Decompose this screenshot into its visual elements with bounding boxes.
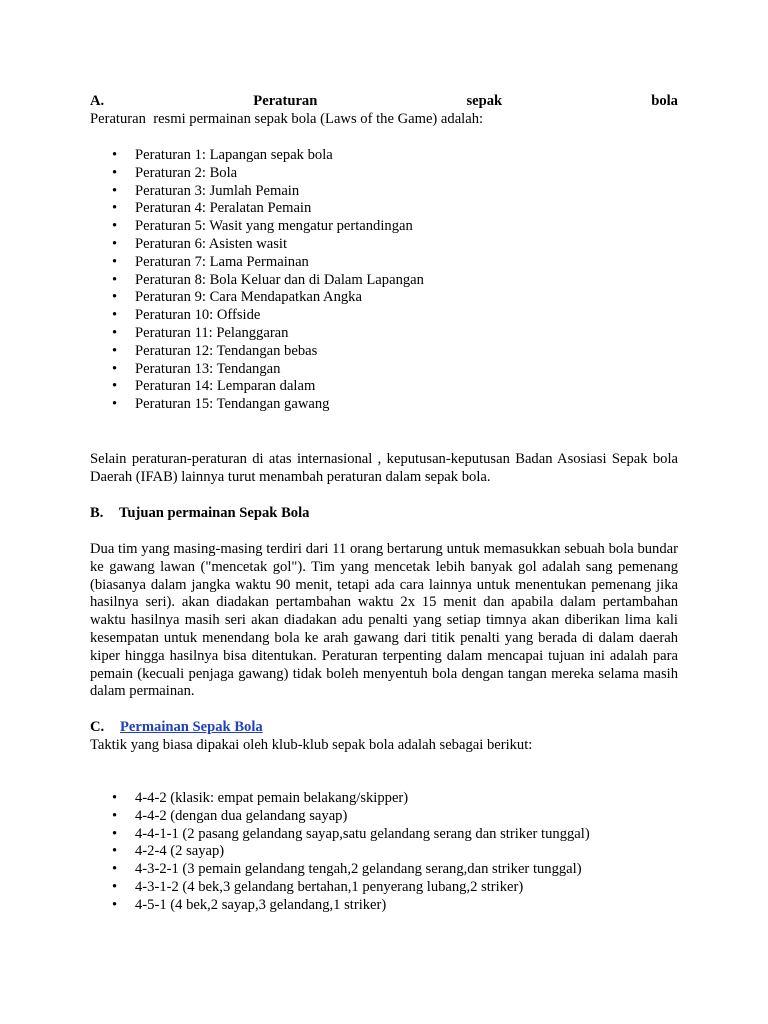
list-item: • Peraturan 3: Jumlah Pemain bbox=[90, 183, 678, 201]
section-a-letter: A. bbox=[90, 93, 105, 109]
formations-list bbox=[90, 790, 678, 915]
list-item: • Peraturan 9: Cara Mendapatkan Angka bbox=[90, 289, 678, 307]
section-b-heading bbox=[90, 505, 678, 523]
section-b-letter: B. bbox=[90, 505, 104, 521]
list-item: • Peraturan 7: Lama Permainan bbox=[90, 254, 678, 272]
list-item: • 4-4-1-1 (2 pasang gelandang sayap,satu gelandang serang dan striker tunggal) bbox=[90, 826, 678, 844]
section-c-heading bbox=[90, 719, 678, 737]
list-item: • 4-3-1-2 (4 bek,3 gelandang bertahan,1 penyerang lubang,2 striker) bbox=[90, 879, 678, 897]
list-item: • Peraturan 11: Pelanggaran bbox=[90, 325, 678, 343]
list-item: • 4-4-2 (klasik: empat pemain belakang/skipper) bbox=[90, 790, 678, 808]
section-c-letter: C. bbox=[90, 719, 105, 735]
list-item: • Peraturan 13: Tendangan bbox=[90, 361, 678, 379]
list-item: • Peraturan 2: Bola bbox=[90, 165, 678, 183]
section-a-intro: Peraturan resmi permainan sepak bola (Laws of the Game) adalah: bbox=[90, 111, 484, 127]
list-item: • Peraturan 1: Lapangan sepak bola bbox=[90, 147, 678, 165]
section-c-intro: Taktik yang biasa dipakai oleh klub-klub sepak bola adalah sebagai berikut: bbox=[90, 737, 533, 753]
list-item: • Peraturan 14: Lemparan dalam bbox=[90, 378, 678, 396]
section-a-note: Selain peraturan-peraturan di atas internasional , keputusan-keputusan Badan Asosiasi Sepak bola Daerah (IFAB) lainnya turut menambah peraturan dalam sepak bola. bbox=[90, 451, 678, 485]
list-item: • Peraturan 8: Bola Keluar dan di Dalam Lapangan bbox=[90, 272, 678, 290]
section-a-heading bbox=[90, 93, 678, 111]
section-a-title-word-1: Peraturan bbox=[253, 93, 318, 109]
list-item: • Peraturan 6: Asisten wasit bbox=[90, 236, 678, 254]
list-item: • Peraturan 10: Offside bbox=[90, 307, 678, 325]
list-item: • 4-2-4 (2 sayap) bbox=[90, 843, 678, 861]
list-item: • Peraturan 4: Peralatan Pemain bbox=[90, 200, 678, 218]
list-item: • 4-5-1 (4 bek,2 sayap,3 gelandang,1 striker) bbox=[90, 897, 678, 915]
list-item: • Peraturan 15: Tendangan gawang bbox=[90, 396, 678, 414]
list-item: • Peraturan 12: Tendangan bebas bbox=[90, 343, 678, 361]
list-item: • 4-4-2 (dengan dua gelandang sayap) bbox=[90, 808, 678, 826]
section-a-title-word-2: sepak bbox=[466, 93, 503, 109]
section-b-body: Dua tim yang masing-masing terdiri dari 11 orang bertarung untuk memasukkan sebuah bola bundar ke gawang lawan ("mencetak gol"). Tim yang mencetak lebih banyak gol adalah sang pemenang (biasanya dalam jangka waktu 90 menit, tetapi ada cara lainnya untuk menentukan pemenang jika hasilnya seri). akan diadakan pertambahan waktu 2x 15 menit dan apabila dalam pertambahan waktu hasilnya masih seri akan diadakan adu penalti yang setiap timnya akan diberikan lima kali kesempatan untuk menendang bola ke arah gawang dari titik penalti yang berada di dalam daerah kiper hingga hasilnya bisa ditentukan. Peraturan terpenting dalam mencapai tujuan ini adalah para pemain (kecuali penjaga gawang) tidak boleh menyentuh bola dengan tangan mereka selama masih dalam permainan. bbox=[90, 541, 678, 700]
list-item: • 4-3-2-1 (3 pemain gelandang tengah,2 gelandang serang,dan striker tunggal) bbox=[90, 861, 678, 879]
section-a-title-word-3: bola bbox=[651, 93, 678, 109]
list-item: • Peraturan 5: Wasit yang mengatur pertandingan bbox=[90, 218, 678, 236]
laws-list bbox=[90, 147, 678, 414]
section-b-title: Tujuan permainan Sepak Bola bbox=[119, 505, 310, 521]
section-c-title-link[interactable]: Permainan Sepak Bola bbox=[120, 719, 263, 735]
